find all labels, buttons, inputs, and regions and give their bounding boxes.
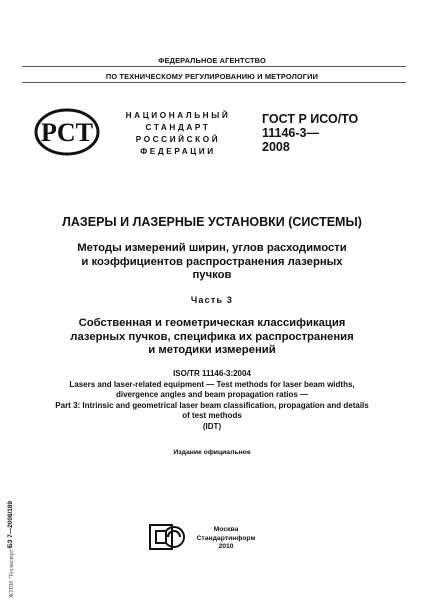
agency-name-line2: ПО ТЕХНИЧЕСКОМУ РЕГУЛИРОВАНИЮ И МЕТРОЛОГИИ bbox=[105, 72, 319, 81]
header-divider-top bbox=[22, 66, 406, 67]
standard-line3: РОССИЙСКОЙ bbox=[135, 135, 221, 144]
subtitle-line3: пучков bbox=[192, 269, 232, 281]
publisher-name: Стандартинформ bbox=[196, 534, 256, 542]
iso-line3: Part 3: Intrinsic and geometrical laser beam classification, propagation and details bbox=[55, 400, 369, 410]
subtitle-line2: и коэффициентов распространения лазерных bbox=[81, 255, 343, 268]
publication-year: 2010 bbox=[218, 543, 234, 550]
national-standard-label bbox=[118, 110, 238, 158]
gost-line2: 11146-3— bbox=[262, 126, 319, 140]
gost-line3: 2008 bbox=[262, 140, 290, 154]
document-title: ЛАЗЕРЫ И ЛАЗЕРНЫЕ УСТАНОВКИ (СИСТЕМЫ) bbox=[62, 215, 362, 229]
edition-label: Издание официальное bbox=[173, 449, 251, 456]
gost-designation bbox=[262, 112, 358, 154]
standartinform-logo-icon bbox=[148, 522, 188, 552]
part-title bbox=[0, 317, 424, 358]
iso-line4: of test methods bbox=[182, 411, 242, 420]
document-subtitle bbox=[0, 242, 424, 283]
iso-line1: Lasers and laser-related equipment — Test methods for laser beam widths, bbox=[69, 379, 355, 389]
rst-certification-logo-icon bbox=[34, 108, 100, 156]
header-divider-bottom bbox=[22, 82, 406, 83]
part-title-line3: и методики измерений bbox=[148, 344, 276, 356]
standard-line2: СТАНДАРТ bbox=[145, 123, 211, 132]
iso-idt: (IDT) bbox=[202, 421, 222, 431]
gost-line1: ГОСТ Р ИСО/ТО bbox=[262, 112, 359, 126]
publisher-block bbox=[196, 526, 256, 552]
part-title-line2: лазерных пучков, специфика их распространения bbox=[70, 330, 354, 343]
iso-reference bbox=[0, 369, 424, 432]
iso-code: ISO/TR 11146-3:2004 bbox=[173, 369, 251, 378]
svg-text:PCT: PCT bbox=[41, 118, 93, 147]
bz-number: БЗ 7—2008/189 bbox=[7, 501, 14, 548]
standard-line1: НАЦИОНАЛЬНЫЙ bbox=[125, 111, 231, 120]
agency-name-line1: ФЕДЕРАЛЬНОЕ АГЕНТСТВО bbox=[158, 56, 266, 65]
standard-line4: ФЕДЕРАЦИИ bbox=[140, 147, 216, 156]
publisher-city: Москва bbox=[213, 526, 239, 533]
iso-line2: divergence angles and beam propagation ratios — bbox=[115, 390, 309, 399]
part-title-line1: Собственная и геометрическая классификация bbox=[78, 317, 346, 329]
copyright-note: ЖТПИ "Техэксперт" bbox=[9, 547, 15, 598]
subtitle-line1: Методы измерений ширин, углов расходимости bbox=[77, 242, 347, 254]
part-number: Часть 3 bbox=[190, 295, 234, 305]
